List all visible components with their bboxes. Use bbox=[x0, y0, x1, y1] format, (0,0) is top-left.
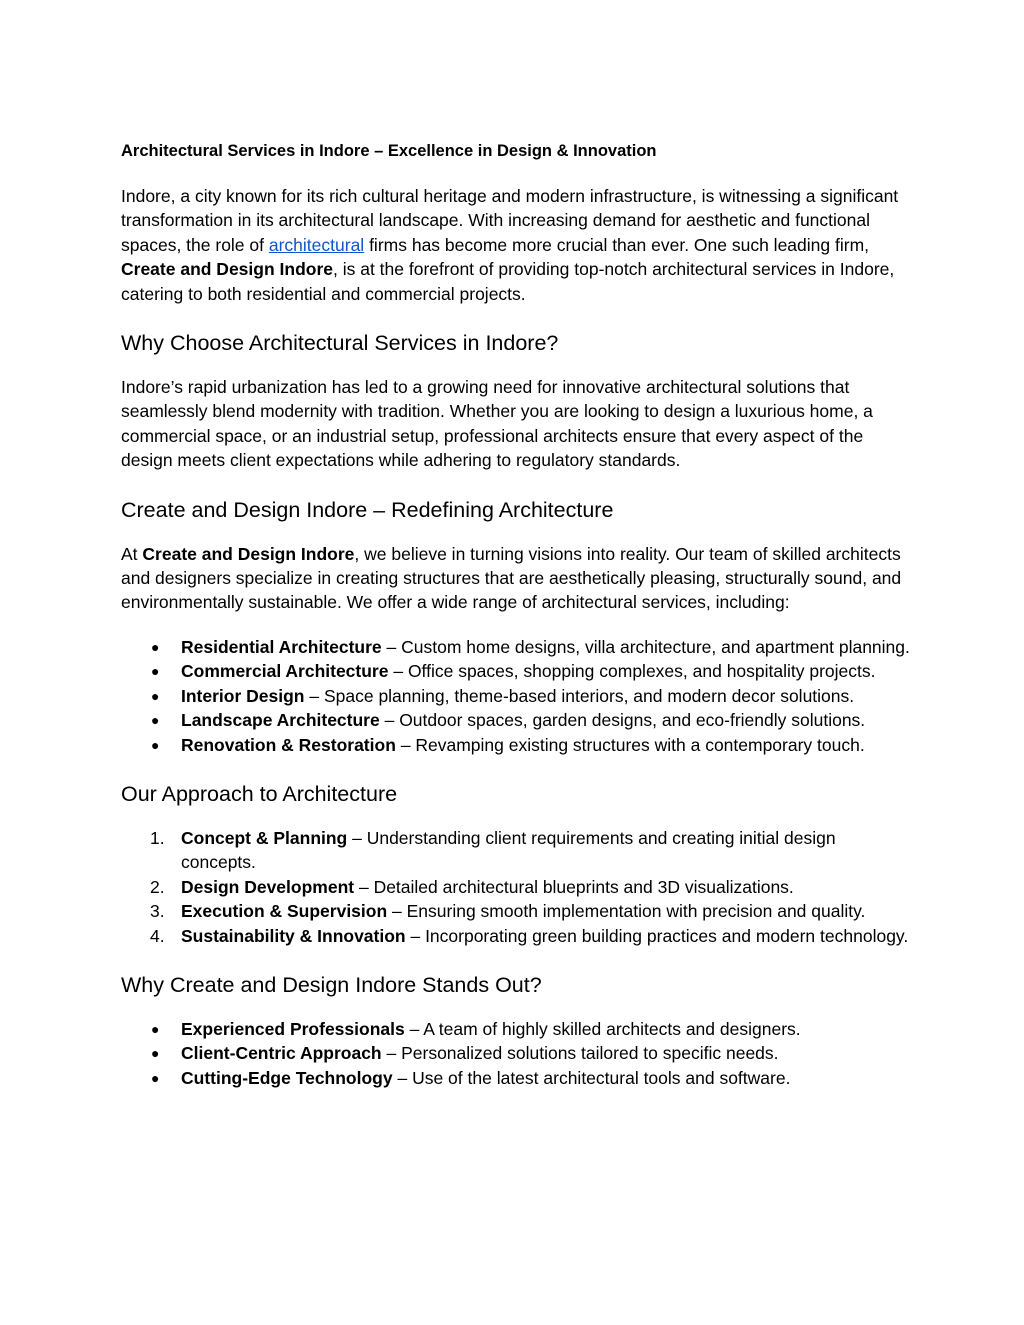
heading-our-approach: Our Approach to Architecture bbox=[121, 781, 398, 806]
list-item-text: – Detailed architectural blueprints and 3D visualizations. bbox=[354, 876, 794, 897]
list-item bbox=[121, 875, 911, 899]
list-item bbox=[121, 635, 911, 659]
list-item-title: Renovation & Restoration bbox=[181, 734, 396, 755]
intro-paragraph bbox=[121, 184, 911, 306]
heading-why-choose: Why Choose Architectural Services in Indore? bbox=[121, 331, 559, 356]
redefining-text-end: , we believe in turning visions into reality. Our team of skilled architects and designers specialize in creating structures that are aesthetically pleasing, structurally sound, and environmentally sustainable. We offer a wide range of architectural services, including: bbox=[121, 543, 902, 613]
list-item-title: Concept & Planning bbox=[181, 827, 348, 848]
list-item bbox=[121, 659, 911, 683]
architectural-link[interactable]: architectural bbox=[268, 234, 365, 255]
document-page bbox=[121, 141, 911, 1090]
intro-text-end: , is at the forefront of providing top-notch architectural services in Indore, catering to both residential and commercial projects. bbox=[121, 259, 895, 304]
list-number: 1. bbox=[150, 827, 165, 848]
list-item-title: Sustainability & Innovation bbox=[181, 925, 406, 946]
list-item-text: – Revamping existing structures with a contemporary touch. bbox=[395, 734, 865, 755]
list-item-text: – Incorporating green building practices and modern technology. bbox=[405, 925, 909, 946]
list-item-title: Interior Design bbox=[181, 685, 305, 706]
bullet-icon: ● bbox=[151, 736, 160, 753]
list-number: 4. bbox=[150, 925, 165, 946]
bullet-icon: ● bbox=[151, 1020, 160, 1037]
list-number: 3. bbox=[150, 901, 165, 922]
why-choose-paragraph: Indore’s rapid urbanization has led to a growing need for innovative architectural solutions that seamlessly blend modernity with tradition. Whether you are looking to design a luxurious home, a commercial space, or an industrial setup, professional architects ensure that every aspect of the design meets client expectations while adhering to regulatory standards. bbox=[121, 377, 873, 471]
list-item bbox=[121, 899, 911, 923]
list-item-title: Landscape Architecture bbox=[181, 710, 380, 731]
list-item bbox=[121, 708, 911, 732]
redefining-text-start: At bbox=[121, 543, 143, 564]
list-item bbox=[121, 1066, 911, 1090]
intro-text-middle: firms has become more crucial than ever. One such leading firm, bbox=[364, 234, 870, 255]
list-item-text: – Use of the latest architectural tools and software. bbox=[392, 1067, 791, 1088]
redefining-paragraph bbox=[121, 542, 911, 615]
list-item-title: Design Development bbox=[181, 876, 355, 897]
redefining-firm-name: Create and Design Indore bbox=[142, 543, 355, 564]
list-item-text: – Understanding client requirements and creating initial design concepts. bbox=[181, 827, 836, 873]
document-title: Architectural Services in Indore – Excellence in Design & Innovation bbox=[121, 142, 657, 160]
list-item-title: Execution & Supervision bbox=[181, 901, 388, 922]
list-item-text: – Personalized solutions tailored to specific needs. bbox=[381, 1043, 779, 1064]
bullet-icon: ● bbox=[151, 663, 160, 680]
list-item-title: Experienced Professionals bbox=[181, 1018, 405, 1039]
bullet-icon: ● bbox=[151, 712, 160, 729]
list-item bbox=[121, 1017, 911, 1041]
heading-stands-out: Why Create and Design Indore Stands Out? bbox=[121, 972, 542, 997]
intro-text-start: Indore, a city known for its rich cultural heritage and modern infrastructure, is witnessing a significant transformation in its architectural landscape. With increasing demand for aesthetic and functional spaces, the role of bbox=[121, 186, 899, 255]
services-list bbox=[121, 635, 911, 757]
list-number: 2. bbox=[150, 876, 165, 897]
list-item-title: Client-Centric Approach bbox=[181, 1043, 382, 1064]
list-item-text: – Office spaces, shopping complexes, and hospitality projects. bbox=[388, 661, 876, 682]
list-item bbox=[121, 826, 911, 875]
bullet-icon: ● bbox=[151, 1045, 160, 1062]
list-item-text: – Space planning, theme-based interiors, and modern decor solutions. bbox=[304, 685, 855, 706]
list-item-text: – A team of highly skilled architects and designers. bbox=[404, 1018, 801, 1039]
stands-out-list bbox=[121, 1017, 911, 1090]
list-item bbox=[121, 1041, 911, 1065]
list-item bbox=[121, 733, 911, 757]
list-item-text: – Outdoor spaces, garden designs, and eco-friendly solutions. bbox=[379, 710, 866, 731]
bullet-icon: ● bbox=[151, 687, 160, 704]
list-item-title: Residential Architecture bbox=[181, 636, 382, 657]
list-item-title: Commercial Architecture bbox=[181, 661, 389, 682]
approach-list bbox=[121, 826, 911, 948]
bullet-icon: ● bbox=[151, 1069, 160, 1086]
bullet-icon: ● bbox=[151, 638, 160, 655]
list-item-text: – Custom home designs, villa architecture, and apartment planning. bbox=[381, 636, 910, 657]
list-item bbox=[121, 924, 911, 948]
intro-firm-name: Create and Design Indore bbox=[121, 259, 333, 280]
list-item-title: Cutting-Edge Technology bbox=[181, 1067, 393, 1088]
list-item-text: – Ensuring smooth implementation with precision and quality. bbox=[387, 901, 866, 922]
list-item bbox=[121, 684, 911, 708]
heading-redefining-architecture: Create and Design Indore – Redefining Architecture bbox=[121, 497, 614, 522]
